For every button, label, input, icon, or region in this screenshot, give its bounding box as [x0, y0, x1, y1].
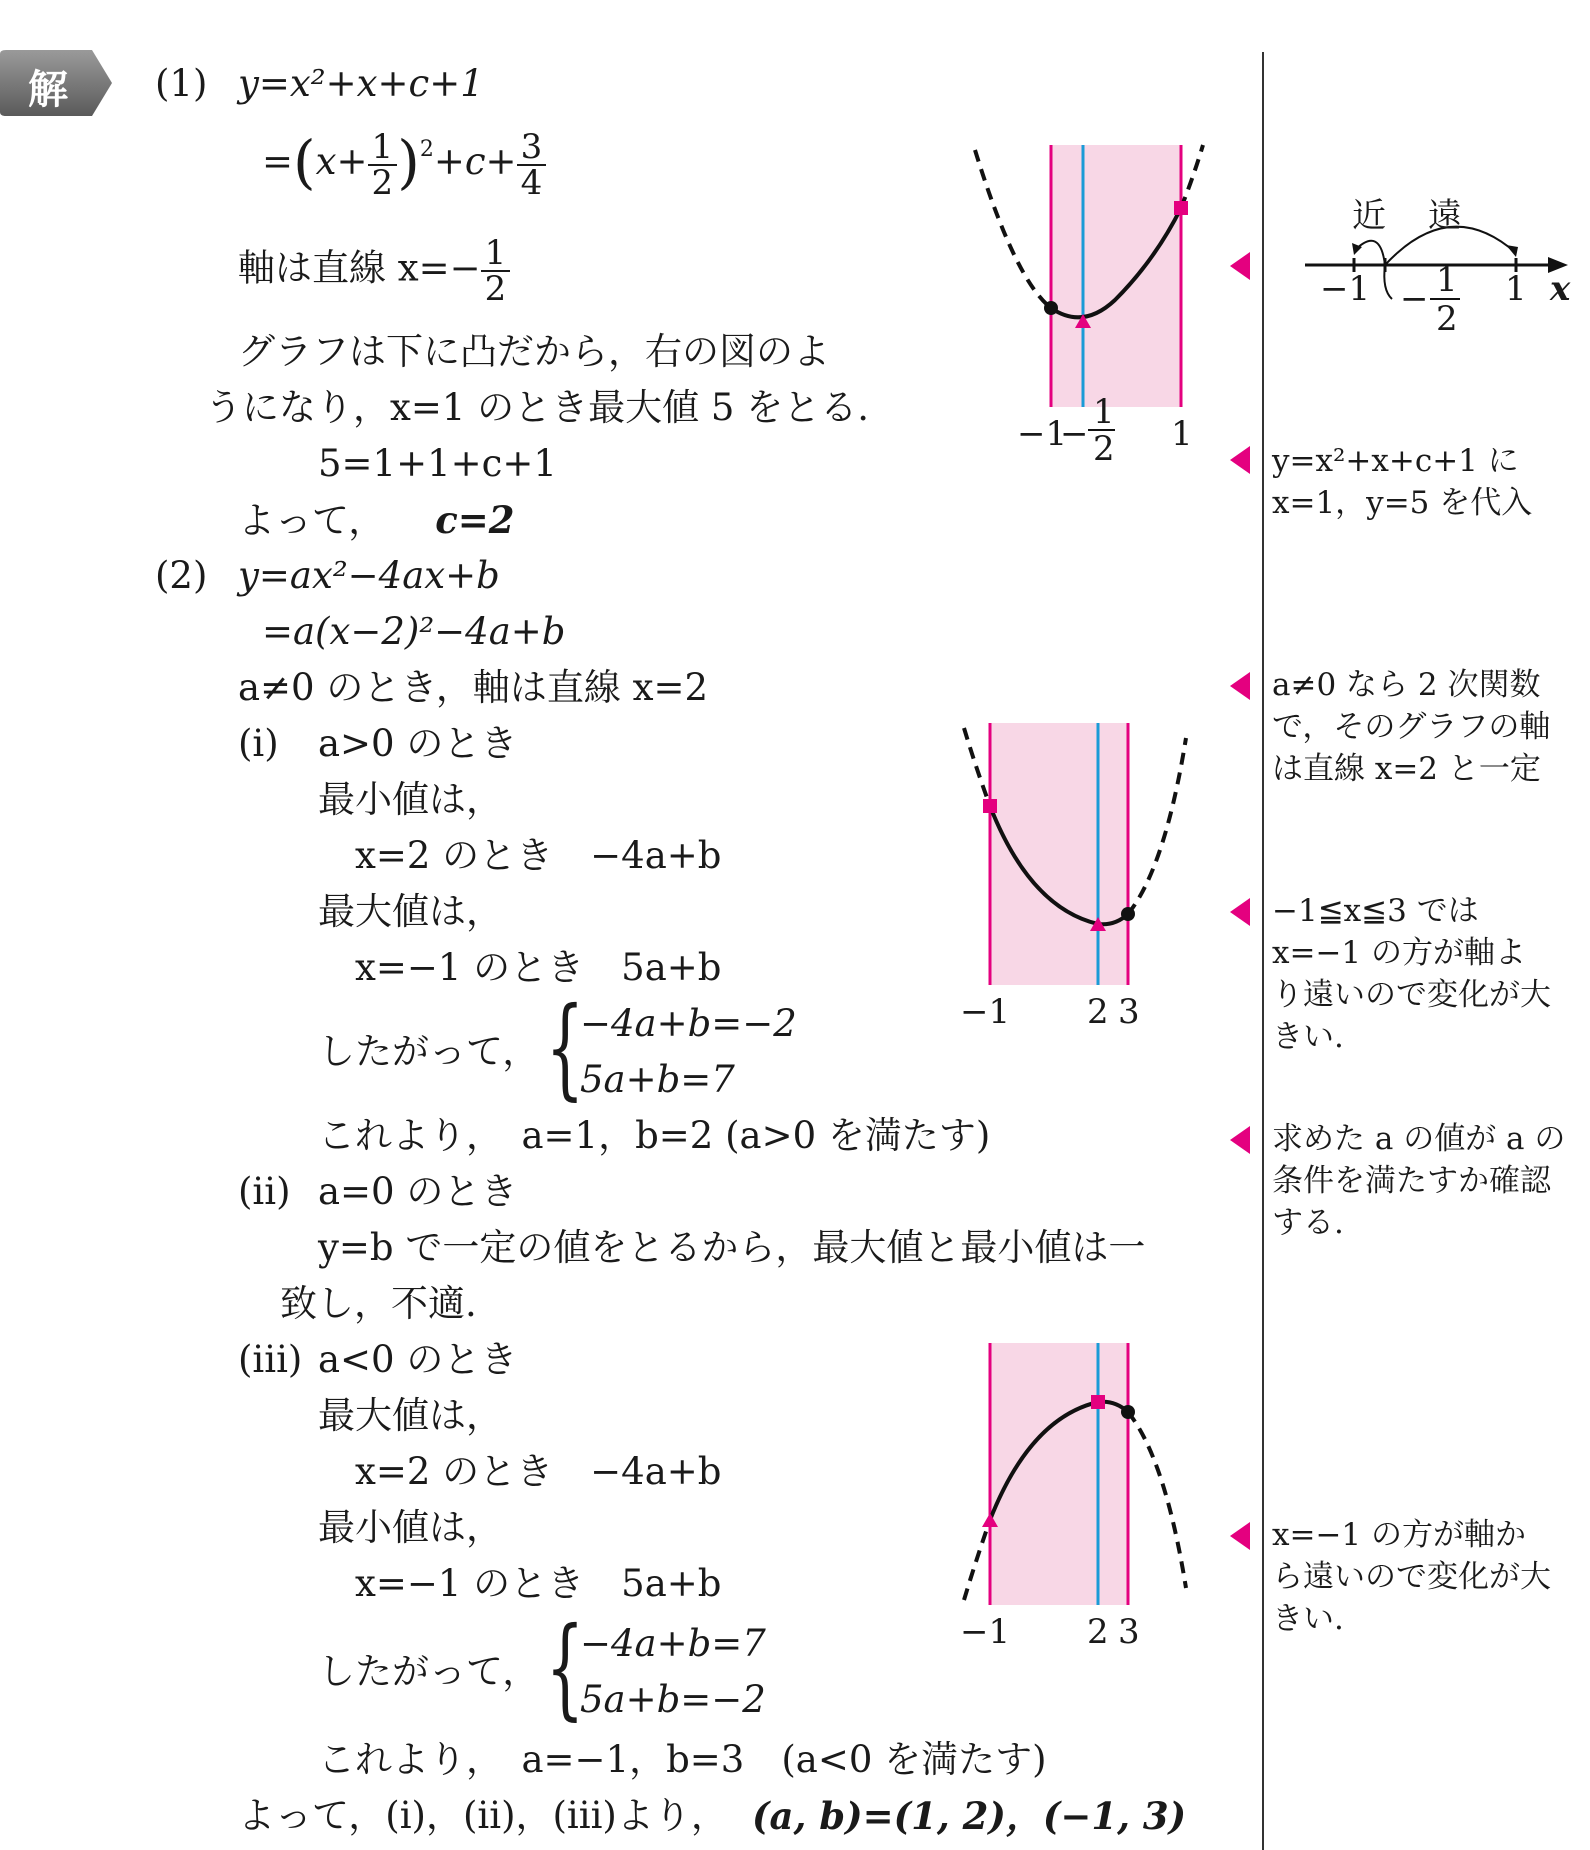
final-answer: (a, b)=(1, 2)，(−1, 3): [752, 1794, 1187, 1838]
note2-line3: は直線 x=2 と一定: [1272, 751, 1541, 787]
marker-note4: [1230, 1126, 1250, 1154]
sidebar-divider: [1262, 52, 1264, 1850]
graph1-label-1: 1: [1171, 414, 1193, 454]
graph3-curve-dashed-right: [1128, 1412, 1186, 1588]
note5-line3: きい.: [1272, 1601, 1344, 1637]
graph3-curve-dashed-left: [964, 1520, 990, 1600]
case-iii-therefore: したがって，: [318, 1650, 540, 1693]
p1-eq3: 5=1+1+c+1: [318, 442, 557, 485]
case-iii-min-value: x=−1 のとき 5a+b: [355, 1562, 722, 1605]
case-ii-title: a=0 のとき: [318, 1170, 518, 1213]
case-ii-text2: 致し，不適.: [280, 1282, 477, 1325]
case-iii-max-value: x=2 のとき −4a+b: [355, 1450, 722, 1493]
case-iii-number: (iii): [238, 1338, 303, 1381]
graph2-range-shade: [990, 723, 1128, 985]
graph2-label-2: 2: [1087, 992, 1109, 1032]
note3-line1: −1≦x≦3 では: [1272, 893, 1479, 929]
note3-line4: きい.: [1272, 1019, 1344, 1055]
case-iii-brace: {: [545, 1603, 585, 1731]
graph3-max-marker: [1091, 1395, 1105, 1409]
graph1-range-shade: [1051, 145, 1181, 407]
label-half-den: 2: [1436, 299, 1458, 339]
note3-line2: x=−1 の方が軸よ: [1272, 935, 1527, 971]
label-near: 近: [1352, 196, 1386, 236]
marker-note3: [1230, 898, 1250, 926]
case-ii-text1: y=b で一定の値をとるから，最大値と最小値は一: [318, 1226, 1146, 1269]
case-iii-result: これより， a=−1，b=3 (a<0 を満たす): [318, 1738, 1047, 1781]
note1-line1: y=x²+x+c+1 に: [1272, 443, 1519, 479]
graph2-label-3: 3: [1118, 992, 1140, 1032]
graph1-point-left: [1044, 301, 1058, 315]
p1-axis-text: 軸は直線 x=−: [238, 246, 481, 290]
note4-line1: 求めた a の値が a の: [1272, 1121, 1566, 1157]
label-1: 1: [1505, 269, 1527, 309]
case-i-system-eq2: 5a+b=7: [580, 1058, 735, 1101]
arc-near: [1354, 241, 1385, 265]
case-iii-min-label: 最小値は，: [318, 1506, 503, 1549]
graph-case-i: [950, 718, 1210, 1038]
graph2-point-right: [1121, 907, 1135, 921]
p1-eq2-frac: [517, 126, 547, 203]
p1-eq2: =(x+ $\frac{1}{2}$ )$^2$+c+ $\frac{3}{4}$: [262, 128, 546, 200]
case-iii-system-eq2: 5a+b=−2: [580, 1678, 766, 1721]
label-minus1: −1: [1320, 269, 1371, 309]
case-i-min-value: x=2 のとき −4a+b: [355, 834, 722, 877]
graph1-curve-dashed-left: [975, 150, 1051, 308]
note2-line1: a≠0 なら 2 次関数: [1272, 667, 1541, 703]
graph2-curve-dashed-left: [964, 728, 990, 806]
case-i-max-value: x=−1 のとき 5a+b: [355, 946, 722, 989]
case-i-brace: {: [545, 983, 585, 1111]
case-iii-system-eq1: −4a+b=7: [580, 1622, 766, 1665]
note1-line2: x=1，y=5 を代入: [1272, 485, 1533, 521]
arc-far-arrowhead: [1506, 245, 1518, 257]
p2-eq1: y=ax²−4ax+b: [238, 554, 500, 597]
graph2-label-minus1: −1: [960, 992, 1011, 1032]
label-far: 遠: [1428, 196, 1462, 236]
marker-note5: [1230, 1522, 1250, 1550]
number-line-diagram: [1300, 195, 1580, 345]
case-ii-number: (ii): [238, 1170, 291, 1213]
p1-text1: グラフは下に凸だから，右の図のよ: [238, 330, 830, 373]
case-i-min-label: 最小値は，: [318, 778, 503, 821]
badge-label: 解: [28, 67, 68, 113]
p1-number: (1): [155, 62, 208, 105]
graph1-max-marker: [1174, 201, 1188, 215]
graph2-curve-dashed-right: [1128, 738, 1186, 914]
note5-line2: ら遠いので変化が大: [1272, 1559, 1551, 1595]
label-half-num: 1: [1436, 260, 1458, 300]
case-i-title: a>0 のとき: [318, 722, 518, 765]
p1-eq2-half-den: 2: [371, 162, 394, 203]
case-iii-title: a<0 のとき: [318, 1338, 518, 1381]
graph3-label-minus1: −1: [960, 1612, 1011, 1652]
p1-axis-num: 1: [481, 236, 511, 272]
p1-eq2-frac-den: 4: [520, 162, 543, 203]
graph1-label-half-den: 2: [1093, 429, 1115, 469]
graph3-point-right: [1121, 1405, 1135, 1419]
graph-case-iii: [950, 1338, 1210, 1658]
case-iii-max-label: 最大値は，: [318, 1394, 503, 1437]
graph1-label-half-num: 1: [1093, 392, 1115, 432]
case-i-max-label: 最大値は，: [318, 890, 503, 933]
graph1-label-minus-half-sign: −: [1060, 414, 1089, 454]
p1-axis-frac: [481, 233, 511, 309]
label-minus-half-sign: −: [1400, 279, 1429, 319]
marker-note2: [1230, 672, 1250, 700]
note2-line2: で，そのグラフの軸: [1272, 709, 1551, 745]
p1-axis-den: 2: [484, 269, 507, 309]
case-i-result: これより， a=1，b=2 (a>0 を満たす): [318, 1114, 991, 1157]
p2-eq2: =a(x−2)²−4a+b: [262, 610, 566, 653]
p1-eq2-half: [368, 126, 398, 203]
p1-answer-prefix: よって，: [238, 499, 386, 542]
p1-eq2-frac-num: 3: [517, 130, 547, 166]
graph3-label-3: 3: [1118, 1612, 1140, 1652]
case-i-system-eq1: −4a+b=−2: [580, 1002, 797, 1045]
p2-condition: a≠0 のとき，軸は直線 x=2: [238, 666, 709, 709]
marker-note1: [1230, 446, 1250, 474]
p1-eq2-post: +c+: [433, 140, 517, 183]
p2-number: (2): [155, 554, 208, 597]
p1-axis: [238, 233, 510, 309]
label-leader: [1384, 265, 1392, 299]
graph2-max-marker: [983, 799, 997, 813]
p1-eq1: y=x²+x+c+1: [238, 62, 484, 105]
p1-text2: うになり，x=1 のとき最大値 5 をとる.: [205, 386, 869, 429]
final-prefix: よって，(i)，(ii)，(iii)より，: [238, 1794, 728, 1837]
note5-line1: x=−1 の方が軸か: [1272, 1517, 1527, 1553]
case-i-number: (i): [238, 722, 279, 765]
case-i-therefore: したがって，: [318, 1030, 540, 1073]
p1-answer-line: [238, 498, 515, 543]
label-x: x: [1550, 269, 1571, 309]
marker-numline: [1230, 252, 1250, 280]
note4-line3: する.: [1272, 1205, 1344, 1241]
graph-part1: [955, 140, 1215, 500]
solution-badge: [0, 50, 112, 116]
graph3-label-2: 2: [1087, 1612, 1109, 1652]
graph1-label-minus1: −1: [1017, 414, 1068, 454]
p1-answer: c=2: [435, 498, 515, 542]
note3-line3: り遠いので変化が大: [1272, 977, 1551, 1013]
graph1-curve-dashed-right: [1181, 145, 1203, 208]
p1-eq2-half-num: 1: [368, 130, 398, 166]
note4-line2: 条件を満たすか確認: [1272, 1163, 1551, 1199]
p1-eq2-equals: =: [262, 140, 294, 183]
